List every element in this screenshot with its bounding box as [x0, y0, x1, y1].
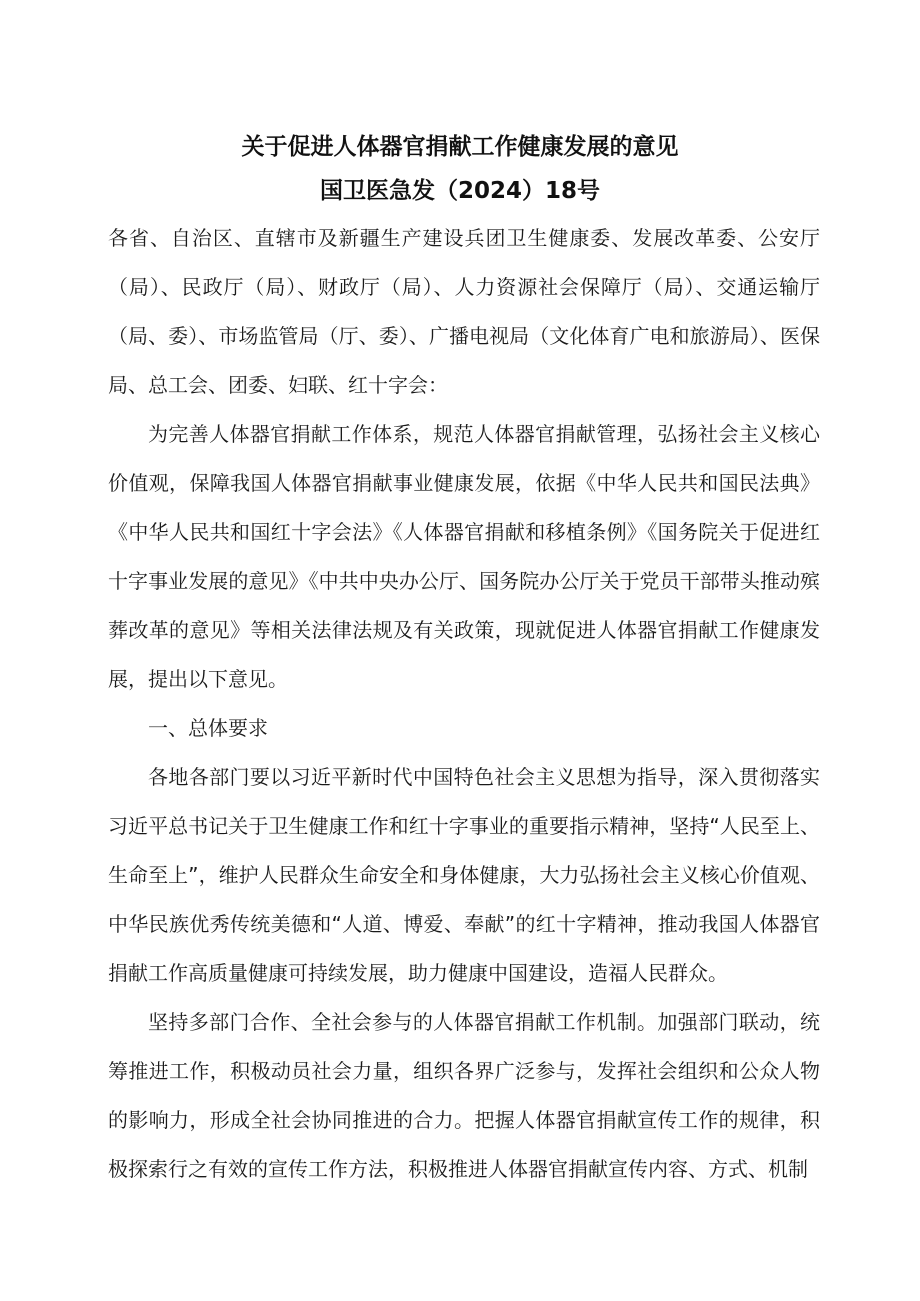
- section-paragraph: 各地各部门要以习近平新时代中国特色社会主义思想为指导，深入贯彻落实习近平总书记关于卫生健康工作和红十字事业的重要指示精神，坚持“人民至上、生命至上”，维护人民群众生命安全和身体健康，大力弘扬社会主义核心价值观、中华民族优秀传统美德和“人道、博爱、奉献”的红十字精神，推动我国人体器官捐献工作高质量健康可持续发展，助力健康中国建设，造福人民群众。: [108, 765, 820, 985]
- addressees-paragraph: 各省、自治区、直辖市及新疆生产建设兵团卫生健康委、发展改革委、公安厅（局）、民政厅（局）、财政厅（局）、人力资源社会保障厅（局）、交通运输厅（局、委）、市场监管局（厅、委）、广播电视局（文化体育广电和旅游局）、医保局、总工会、团委、妇联、红十字会：: [108, 226, 820, 397]
- document-title: 关于促进人体器官捐献工作健康发展的意见: [241, 134, 679, 160]
- document-number: 国卫医急发（2024）18号: [319, 178, 601, 204]
- section-paragraph: 坚持多部门合作、全社会参与的人体器官捐献工作机制。加强部门联动，统筹推进工作，积极动员社会力量，组织各界广泛参与，发挥社会组织和公众人物的影响力，形成全社会协同推进的合力。把握人体器官捐献宣传工作的规律，积极探索行之有效的宣传工作方法，积极推进人体器官捐献宣传内容、方式、机制: [108, 1010, 820, 1181]
- document-body: [108, 214, 820, 1194]
- intro-paragraph: 为完善人体器官捐献工作体系，规范人体器官捐献管理，弘扬社会主义核心价值观，保障我国人体器官捐献事业健康发展，依据《中华人民共和国民法典》《中华人民共和国红十字会法》《人体器官捐献和移植条例》《国务院关于促进红十字事业发展的意见》《中共中央办公厅、国务院办公厅关于党员干部带头推动殡葬改革的意见》等相关法律法规及有关政策，现就促进人体器官捐献工作健康发展，提出以下意见。: [108, 422, 820, 691]
- section-heading-general-requirements: 一、总体要求: [148, 716, 268, 740]
